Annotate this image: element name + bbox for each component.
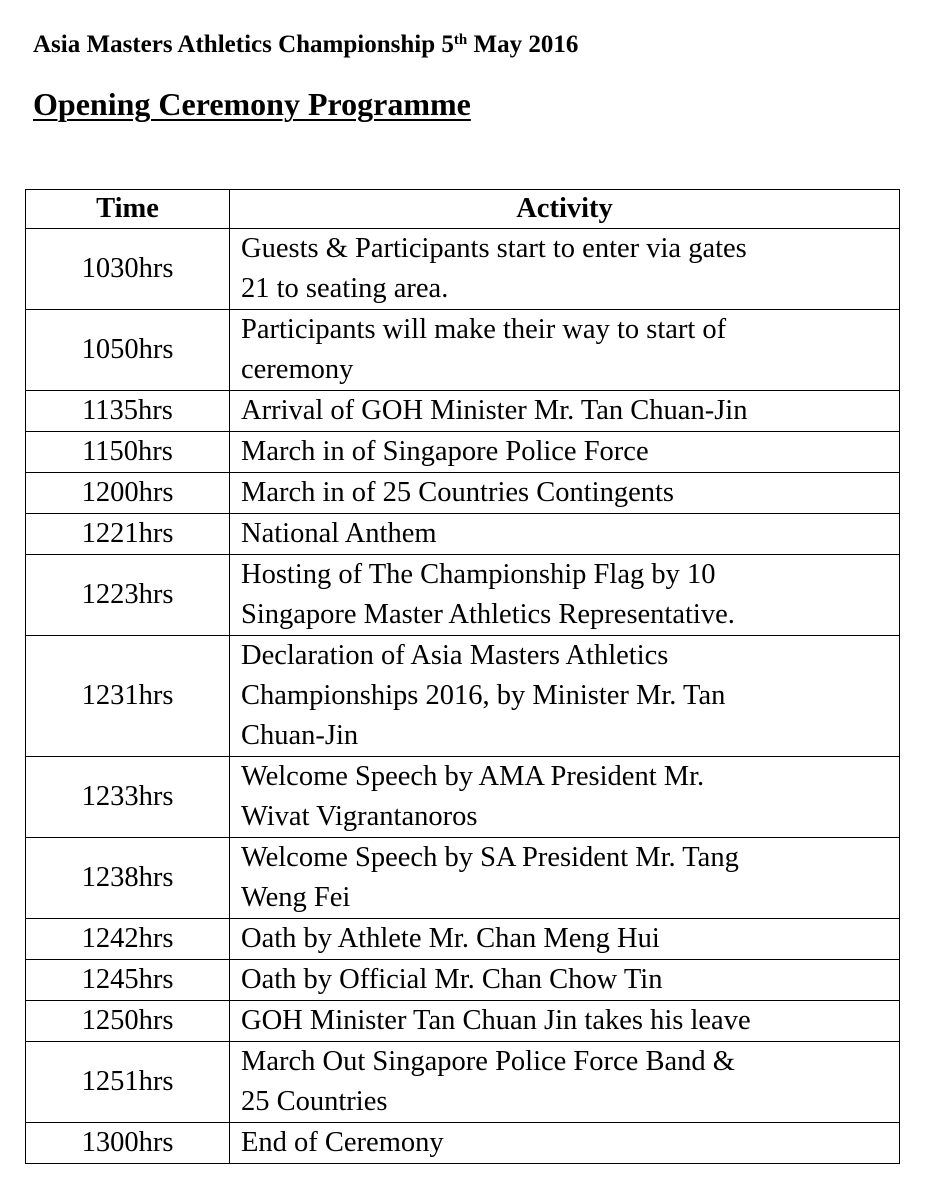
activity-cell: March in of 25 Countries Contingents [230,473,900,514]
activity-cell: Oath by Official Mr. Chan Chow Tin [230,960,900,1001]
activity-cell: Guests & Participants start to enter via gates 21 to seating area. [230,229,900,310]
activity-cell: Oath by Athlete Mr. Chan Meng Hui [230,919,900,960]
table-row [26,757,900,838]
table-row [26,919,900,960]
table-row [26,555,900,636]
document-subtitle: Opening Ceremony Programme [33,86,471,122]
column-header-activity: Activity [230,190,900,229]
activity-cell: Welcome Speech by AMA President Mr. Wivat Vigrantanoros [230,757,900,838]
programme-table [25,189,900,1164]
table-row [26,310,900,391]
table-row [26,838,900,919]
table-row [26,432,900,473]
time-cell: 1231hrs [26,636,230,757]
activity-cell: Welcome Speech by SA President Mr. Tang Weng Fei [230,838,900,919]
activity-cell: End of Ceremony [230,1123,900,1164]
document-title-main: Asia Masters Athletics Championship 5 [33,31,454,58]
time-cell: 1150hrs [26,432,230,473]
time-cell: 1242hrs [26,919,230,960]
time-cell: 1250hrs [26,1001,230,1042]
time-cell: 1300hrs [26,1123,230,1164]
time-cell: 1221hrs [26,514,230,555]
table-header-row [26,190,900,229]
time-cell: 1050hrs [26,310,230,391]
time-cell: 1233hrs [26,757,230,838]
activity-cell: Hosting of The Championship Flag by 10 Singapore Master Athletics Representative. [230,555,900,636]
time-cell: 1245hrs [26,960,230,1001]
activity-cell: Declaration of Asia Masters Athletics Championships 2016, by Minister Mr. Tan Chuan-Jin [230,636,900,757]
activity-cell: Arrival of GOH Minister Mr. Tan Chuan-Jin [230,391,900,432]
document-title [33,30,578,60]
time-cell: 1223hrs [26,555,230,636]
time-cell: 1030hrs [26,229,230,310]
table-row [26,1042,900,1123]
table-row [26,1123,900,1164]
table-row [26,514,900,555]
time-cell: 1200hrs [26,473,230,514]
activity-cell: March Out Singapore Police Force Band & 25 Countries [230,1042,900,1123]
column-header-time: Time [26,190,230,229]
table-row [26,1001,900,1042]
time-cell: 1251hrs [26,1042,230,1123]
activity-cell: March in of Singapore Police Force [230,432,900,473]
document-title-superscript: th [453,31,468,48]
table-row [26,473,900,514]
table-row [26,391,900,432]
table-row [26,229,900,310]
activity-cell: Participants will make their way to start of ceremony [230,310,900,391]
table-row [26,636,900,757]
time-cell: 1238hrs [26,838,230,919]
activity-cell: GOH Minister Tan Chuan Jin takes his leave [230,1001,900,1042]
time-cell: 1135hrs [26,391,230,432]
table-row [26,960,900,1001]
activity-cell: National Anthem [230,514,900,555]
document-title-tail: May 2016 [467,31,579,58]
